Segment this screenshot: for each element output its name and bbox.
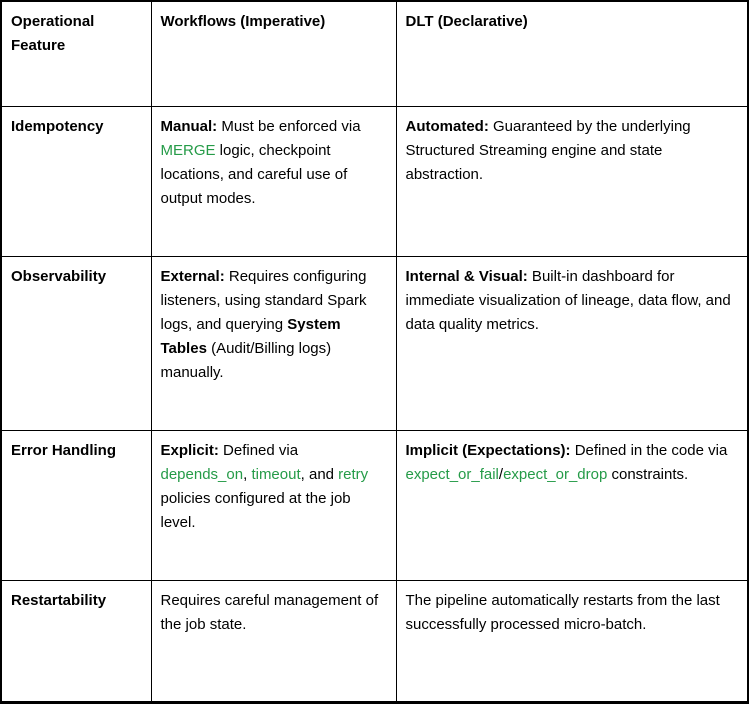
code-term: expect_or_drop bbox=[503, 465, 608, 483]
text-segment: Built-in dashboard for immediate visualization of lineage, data flow, and data quality metrics. bbox=[405, 267, 731, 333]
text-segment: constraints. bbox=[607, 465, 689, 483]
table-body bbox=[1, 106, 748, 702]
table-row bbox=[1, 106, 748, 256]
text-segment: Manual: bbox=[160, 117, 218, 135]
header-row bbox=[1, 1, 748, 106]
text-segment: System Tables bbox=[160, 315, 341, 357]
code-term: depends_on bbox=[160, 465, 244, 483]
text-segment: Explicit: bbox=[160, 441, 219, 459]
workflows-cell bbox=[151, 256, 396, 430]
text-segment: Implicit (Expectations): bbox=[405, 441, 571, 459]
header-workflows-imperative: Workflows (Imperative) bbox=[151, 1, 396, 106]
text-segment: Defined via bbox=[218, 441, 299, 459]
table-row bbox=[1, 430, 748, 580]
dlt-cell bbox=[396, 106, 748, 256]
feature-cell: Observability bbox=[1, 256, 151, 430]
header-dlt-declarative: DLT (Declarative) bbox=[396, 1, 748, 106]
text-segment: Defined in the code via bbox=[570, 441, 728, 459]
table-row bbox=[1, 580, 748, 702]
text-segment: The pipeline automatically restarts from the last successfully processed micro-batch. bbox=[405, 591, 720, 633]
text-segment: , and bbox=[300, 465, 339, 483]
code-term: timeout bbox=[251, 465, 301, 483]
text-segment: / bbox=[498, 465, 504, 483]
text-segment: Guaranteed by the underlying Structured Streaming engine and state abstraction. bbox=[405, 117, 691, 183]
header-operational-feature: Operational Feature bbox=[1, 1, 151, 106]
text-segment: External: bbox=[160, 267, 225, 285]
text-segment: policies configured at the job level. bbox=[160, 489, 351, 531]
dlt-cell bbox=[396, 580, 748, 702]
text-segment: Automated: bbox=[405, 117, 489, 135]
text-segment: Requires configuring listeners, using standard Spark logs, and querying bbox=[160, 267, 367, 333]
code-term: retry bbox=[338, 465, 369, 483]
code-term: MERGE bbox=[160, 141, 216, 159]
text-segment: , bbox=[243, 465, 252, 483]
dlt-cell bbox=[396, 256, 748, 430]
workflows-cell bbox=[151, 106, 396, 256]
table-header bbox=[1, 1, 748, 106]
code-term: expect_or_fail bbox=[405, 465, 499, 483]
feature-cell: Restartability bbox=[1, 580, 151, 702]
workflows-cell bbox=[151, 430, 396, 580]
text-segment: Internal & Visual: bbox=[405, 267, 528, 285]
text-segment: (Audit/Billing logs) manually. bbox=[160, 339, 332, 381]
feature-cell: Idempotency bbox=[1, 106, 151, 256]
feature-cell: Error Handling bbox=[1, 430, 151, 580]
workflows-cell bbox=[151, 580, 396, 702]
text-segment: Requires careful management of the job state. bbox=[160, 591, 379, 633]
text-segment: Must be enforced via bbox=[217, 117, 361, 135]
text-segment: logic, checkpoint locations, and careful use of output modes. bbox=[160, 141, 348, 207]
dlt-cell bbox=[396, 430, 748, 580]
table-row bbox=[1, 256, 748, 430]
